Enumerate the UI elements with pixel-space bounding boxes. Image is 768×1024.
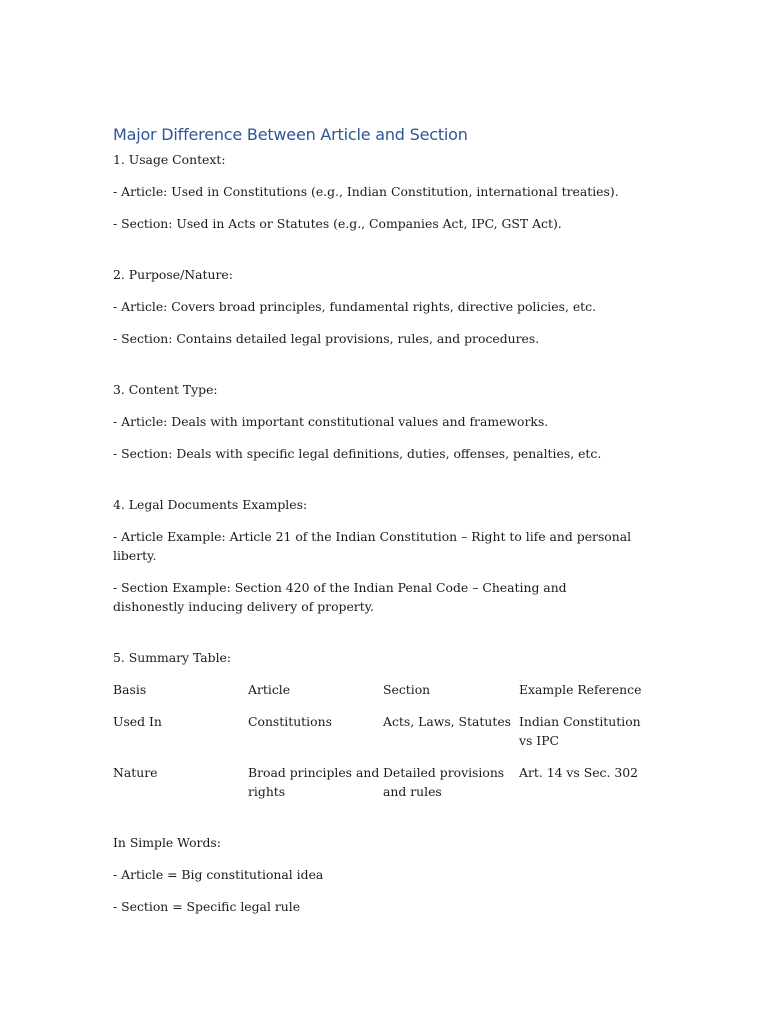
- summary-table-heading: 5. Summary Table:: [113, 650, 232, 665]
- table-cell: Broad principles and rights: [248, 765, 380, 799]
- purpose-nature-section: - Section: Contains detailed legal provisions, rules, and procedures.: [113, 331, 540, 346]
- table-row: [113, 763, 655, 814]
- legal-examples-block: [113, 495, 673, 616]
- content-type-article: - Article: Deals with important constitutional values and frameworks.: [113, 414, 549, 429]
- usage-context-section: - Section: Used in Acts or Statutes (e.g., Companies Act, IPC, GST Act).: [113, 216, 562, 231]
- table-cell: Acts, Laws, Statutes: [383, 714, 512, 729]
- table-header-cell: Example Reference: [519, 682, 642, 697]
- usage-context-block: [113, 150, 673, 233]
- legal-examples-article: - Article Example: Article 21 of the Indian Constitution – Right to life and personal liberty.: [113, 529, 632, 563]
- content-type-block: [113, 380, 673, 463]
- table-header-cell: Article: [248, 682, 291, 697]
- table-header-cell: Section: [383, 682, 431, 697]
- summary-table: [113, 680, 655, 814]
- usage-context-article: - Article: Used in Constitutions (e.g., Indian Constitution, international treaties).: [113, 184, 619, 199]
- table-cell: Used In: [113, 714, 162, 729]
- table-cell: Nature: [113, 765, 158, 780]
- document-page: [113, 124, 673, 916]
- content-type-heading: 3. Content Type:: [113, 382, 218, 397]
- table-row: [113, 712, 655, 763]
- table-cell: Constitutions: [248, 714, 332, 729]
- document-title: Major Difference Between Article and Section: [113, 125, 468, 144]
- table-cell: Art. 14 vs Sec. 302: [519, 765, 639, 780]
- legal-examples-section: - Section Example: Section 420 of the Indian Penal Code – Cheating and dishonestly inducing delivery of property.: [113, 580, 567, 614]
- table-cell: Detailed provisions and rules: [383, 765, 505, 799]
- simple-words-article: - Article = Big constitutional idea: [113, 867, 324, 882]
- simple-words-section: - Section = Specific legal rule: [113, 899, 301, 914]
- content-type-section: - Section: Deals with specific legal definitions, duties, offenses, penalties, etc.: [113, 446, 602, 461]
- table-header-cell: Basis: [113, 682, 147, 697]
- purpose-nature-heading: 2. Purpose/Nature:: [113, 267, 233, 282]
- purpose-nature-article: - Article: Covers broad principles, fundamental rights, directive policies, etc.: [113, 299, 597, 314]
- simple-words-heading: In Simple Words:: [113, 835, 221, 850]
- table-header-row: [113, 680, 655, 712]
- usage-context-heading: 1. Usage Context:: [113, 152, 226, 167]
- legal-examples-heading: 4. Legal Documents Examples:: [113, 497, 308, 512]
- simple-words-block: [113, 833, 673, 916]
- table-cell: Indian Constitution vs IPC: [519, 714, 641, 748]
- summary-table-block: [113, 648, 673, 814]
- purpose-nature-block: [113, 265, 673, 348]
